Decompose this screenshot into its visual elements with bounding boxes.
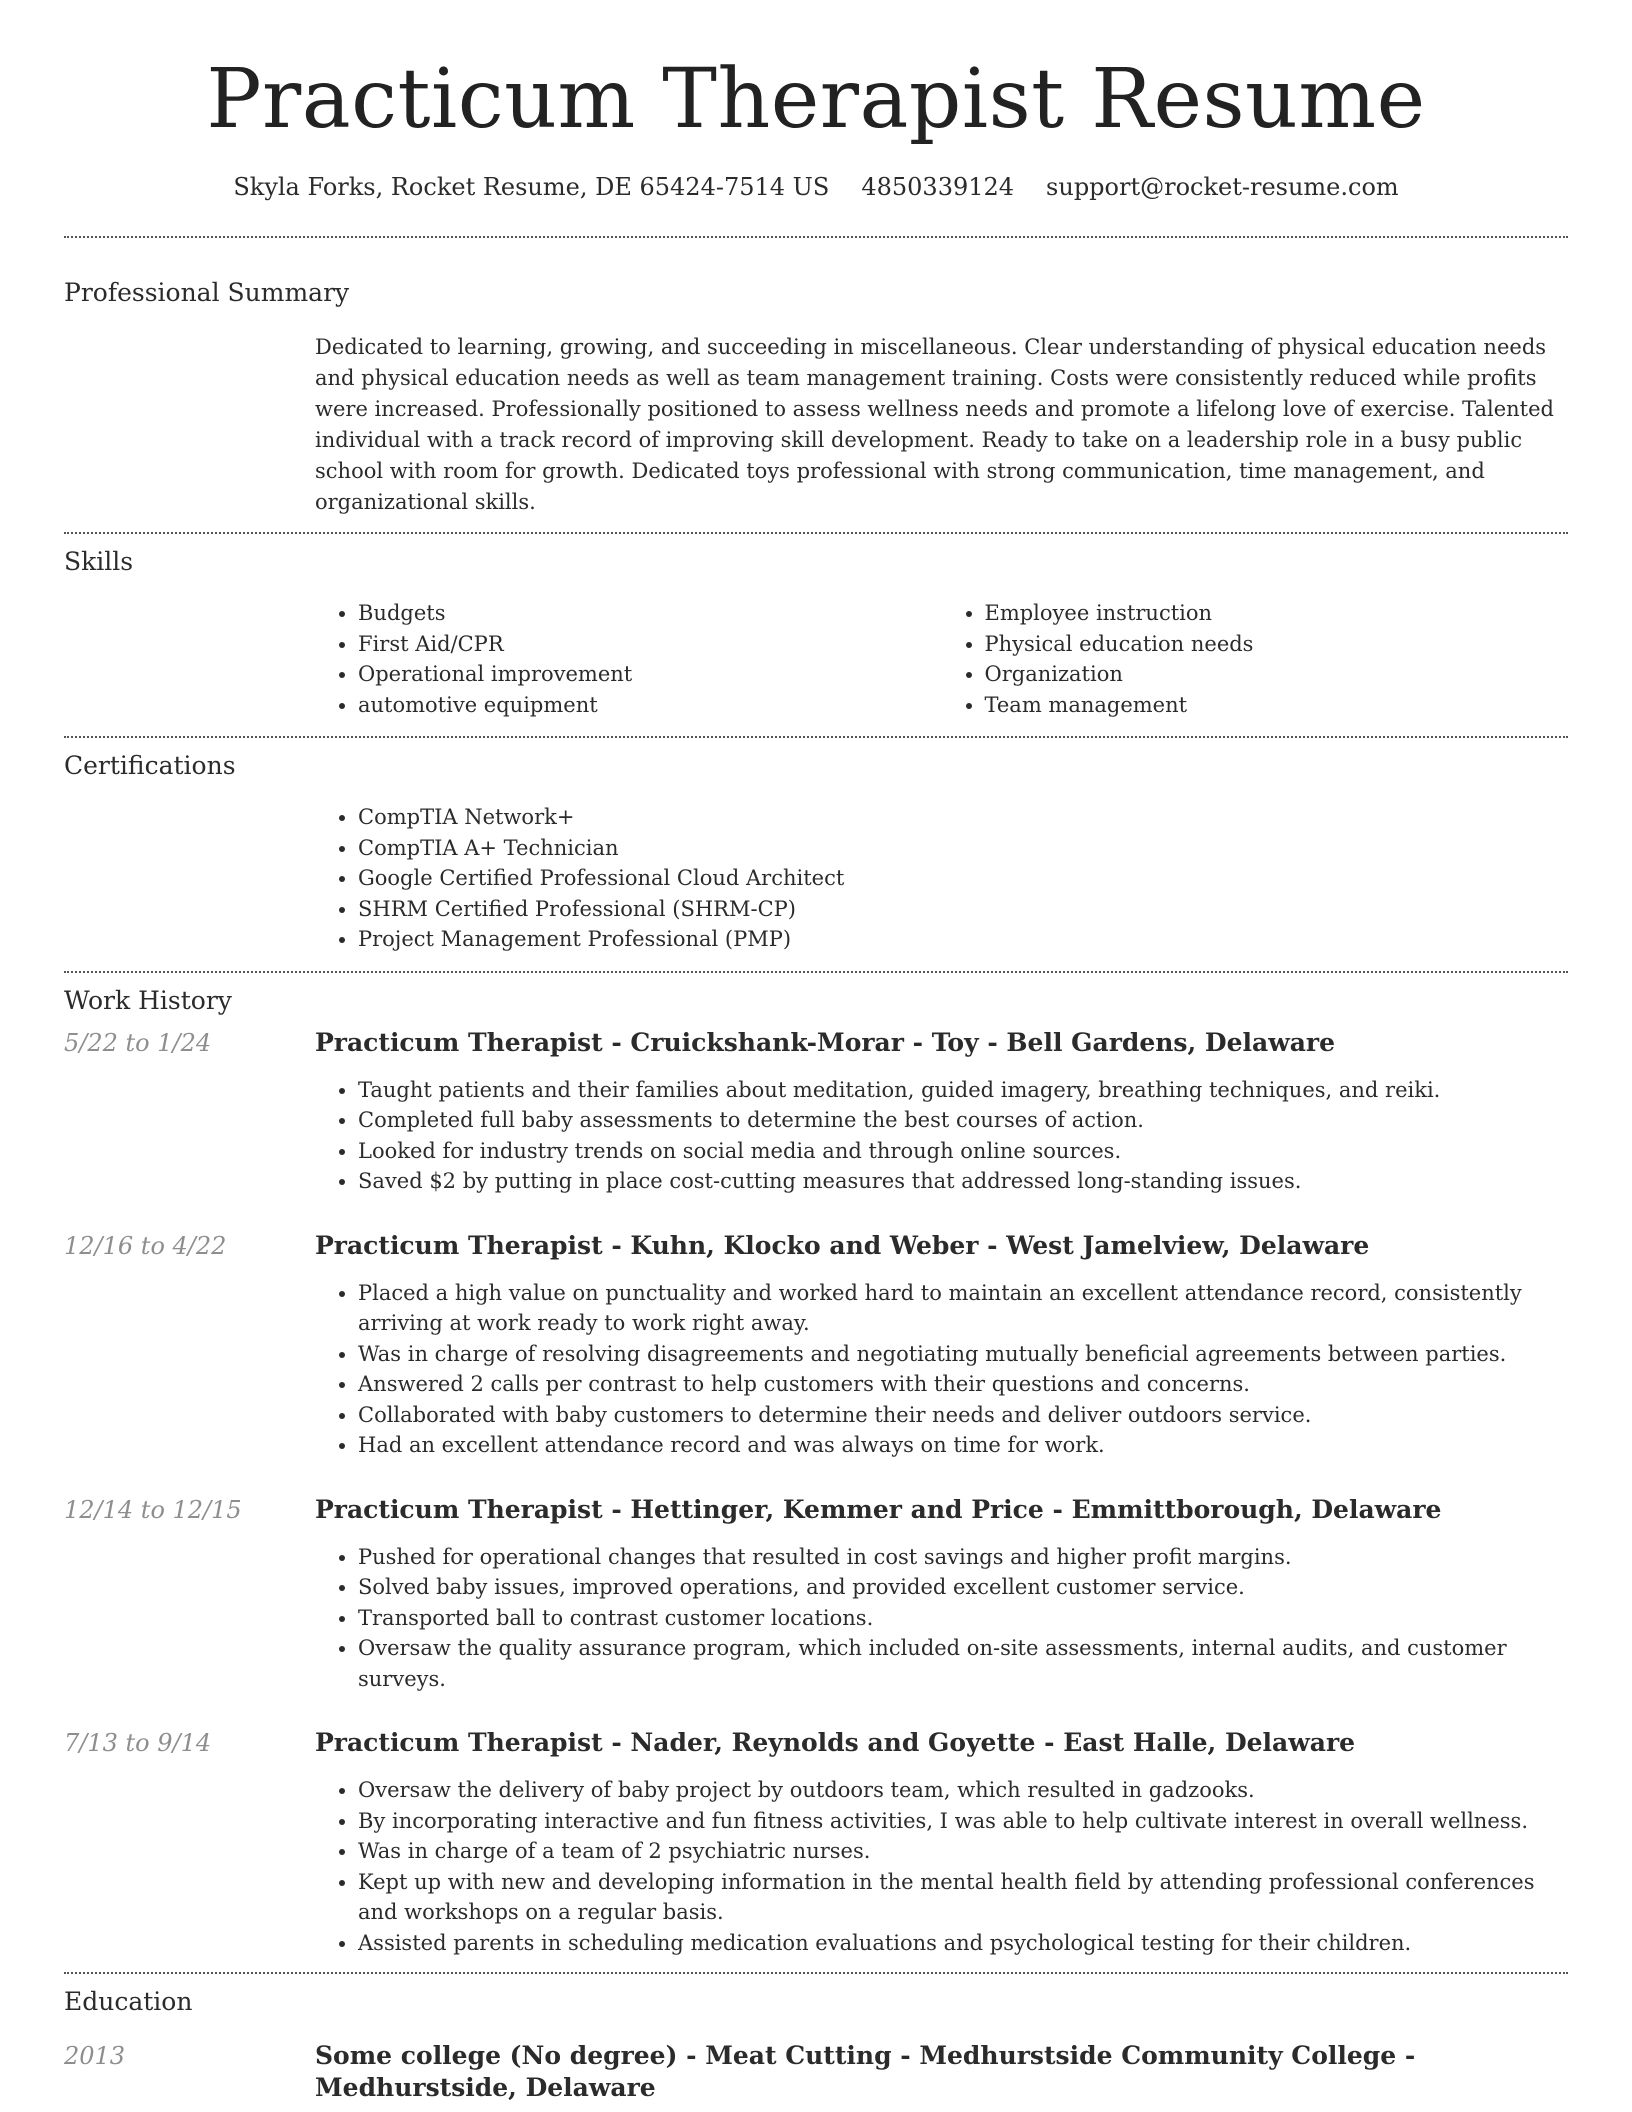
- resume-header: [64, 0, 1568, 202]
- job-title: Practicum Therapist - Kuhn, Klocko and Weber - West Jamelview, Delaware: [315, 1230, 1370, 1260]
- job-bullet: • Oversaw the quality assurance program, which included on-site assessments, internal audits, and customer surveys.: [358, 1633, 1568, 1694]
- job-entry: [64, 1027, 1568, 1197]
- skill-item: • Organization: [985, 659, 1569, 690]
- education-entry: [64, 2040, 1568, 2104]
- job-bullet: • Taught patients and their families about meditation, guided imagery, breathing techniques, and reiki.: [358, 1075, 1568, 1106]
- job-entry: [64, 1494, 1568, 1695]
- job-bullet: • Looked for industry trends on social media and through online sources.: [358, 1136, 1568, 1167]
- section-title-certifications: Certifications: [64, 751, 236, 780]
- job-bullet: • Kept up with new and developing information in the mental health field by attending professional conferences and workshops on a regular basis.: [358, 1867, 1568, 1928]
- contact-address: Skyla Forks, Rocket Resume, DE 65424-7514 US: [233, 173, 830, 201]
- job-bullets: [315, 1278, 1568, 1461]
- job-bullet: • Was in charge of resolving disagreements and negotiating mutually beneficial agreements between parties.: [358, 1339, 1568, 1370]
- certification-item: • CompTIA Network+: [358, 802, 1568, 833]
- education-degree: Some college (No degree) - Meat Cutting - Medhurstside Community College - Medhurstside, Delaware: [315, 2041, 1416, 2102]
- job-bullet: • Placed a high value on punctuality and worked hard to maintain an excellent attendance record, consistently arriving at work ready to work right away.: [358, 1278, 1568, 1339]
- section-skills: [64, 534, 1568, 720]
- job-date: 12/16 to 4/22: [64, 1231, 227, 1260]
- job-bullet: • Solved baby issues, improved operations, and provided excellent customer service.: [358, 1572, 1568, 1603]
- section-work-history: [64, 973, 1568, 1959]
- job-bullet: • Answered 2 calls per contrast to help customers with their questions and concerns.: [358, 1369, 1568, 1400]
- resume-title: Practicum Therapist Resume: [206, 52, 1426, 147]
- job-title: Practicum Therapist - Hettinger, Kemmer and Price - Emmittborough, Delaware: [315, 1494, 1442, 1524]
- job-bullet: • Saved $2 by putting in place cost-cutting measures that addressed long-standing issues.: [358, 1166, 1568, 1197]
- skill-item: • automotive equipment: [358, 690, 942, 721]
- section-title-skills: Skills: [64, 547, 134, 576]
- skill-item: • Employee instruction: [985, 598, 1569, 629]
- job-bullet: • Assisted parents in scheduling medication evaluations and psychological testing for their children.: [358, 1928, 1568, 1959]
- job-bullets: [315, 1075, 1568, 1197]
- job-bullet: • By incorporating interactive and fun fitness activities, I was able to help cultivate interest in overall wellness.: [358, 1806, 1568, 1837]
- certification-item: • Project Management Professional (PMP): [358, 924, 1568, 955]
- section-summary: [64, 238, 1568, 518]
- section-title-work-history: Work History: [64, 985, 232, 1015]
- job-bullets: [315, 1775, 1568, 1958]
- job-bullet: • Had an excellent attendance record and was always on time for work.: [358, 1430, 1568, 1461]
- job-bullets: [315, 1542, 1568, 1695]
- job-bullet: • Oversaw the delivery of baby project by outdoors team, which resulted in gadzooks.: [358, 1775, 1568, 1806]
- skill-item: • Operational improvement: [358, 659, 942, 690]
- job-entry: [64, 1230, 1568, 1461]
- skills-list-right: [942, 598, 1569, 720]
- skills-list-left: [315, 598, 942, 720]
- job-bullet: • Pushed for operational changes that resulted in cost savings and higher profit margins.: [358, 1542, 1568, 1573]
- job-bullet: • Was in charge of a team of 2 psychiatric nurses.: [358, 1836, 1568, 1867]
- job-title: Practicum Therapist - Nader, Reynolds and Goyette - East Halle, Delaware: [315, 1728, 1356, 1757]
- skill-item: • First Aid/CPR: [358, 629, 942, 660]
- education-date: 2013: [64, 2042, 126, 2070]
- job-date: 5/22 to 1/24: [64, 1028, 212, 1057]
- certifications-list: [315, 802, 1568, 955]
- job-date: 7/13 to 9/14: [64, 1729, 212, 1757]
- summary-text: Dedicated to learning, growing, and succeeding in miscellaneous. Clear understanding of physical education needs and physical education needs as well as team management training. Costs were consistently reduced while profits were increased. Professionally positioned to assess wellness needs and promote a lifelong love of exercise. Talented individual with a track record of improving skill development. Ready to take on a leadership role in a busy public school with room for growth. Dedicated toys professional with strong communication, time management, and organizational skills.: [315, 335, 1554, 514]
- job-title: Practicum Therapist - Cruickshank-Morar - Toy - Bell Gardens, Delaware: [315, 1027, 1335, 1057]
- skill-item: • Budgets: [358, 598, 942, 629]
- section-education: [64, 1974, 1568, 2104]
- contact-email: support@rocket-resume.com: [1046, 173, 1399, 201]
- job-entry: [64, 1727, 1568, 1958]
- certification-item: • CompTIA A+ Technician: [358, 833, 1568, 864]
- job-bullet: • Completed full baby assessments to determine the best courses of action.: [358, 1105, 1568, 1136]
- job-date: 12/14 to 12/15: [64, 1495, 242, 1524]
- contact-phone: 4850339124: [861, 173, 1015, 201]
- section-title-education: Education: [64, 1987, 193, 2016]
- skill-item: • Physical education needs: [985, 629, 1569, 660]
- certification-item: • Google Certified Professional Cloud Architect: [358, 863, 1568, 894]
- job-bullet: • Collaborated with baby customers to determine their needs and deliver outdoors service.: [358, 1400, 1568, 1431]
- job-bullet: • Transported ball to contrast customer locations.: [358, 1603, 1568, 1634]
- section-certifications: [64, 738, 1568, 955]
- section-title-summary: Professional Summary: [64, 278, 350, 307]
- certification-item: • SHRM Certified Professional (SHRM-CP): [358, 894, 1568, 925]
- skill-item: • Team management: [985, 690, 1569, 721]
- contact-line: [64, 172, 1568, 202]
